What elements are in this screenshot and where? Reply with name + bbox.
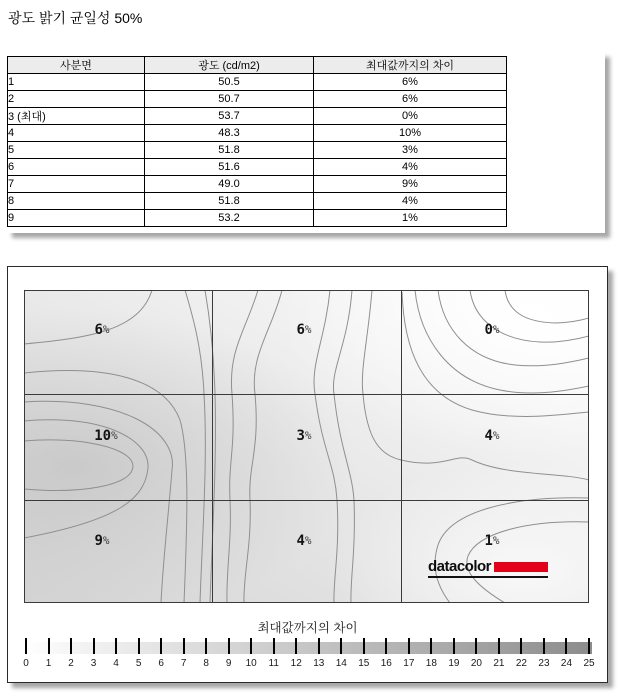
table-row (8, 125, 507, 142)
cell-label: 4% (296, 533, 312, 549)
colorbar-tick-label: 8 (203, 658, 209, 669)
datacolor-logo (428, 559, 548, 578)
cell-luminance: 53.7 (145, 108, 314, 125)
datacolor-logo-text: datacolor (428, 558, 492, 575)
colorbar-tick (430, 638, 432, 654)
colorbar-tick-label: 18 (425, 658, 437, 669)
colorbar-tick (205, 638, 207, 654)
table-row (8, 108, 507, 125)
header-luminance: 광도 (cd/m2) (145, 57, 314, 74)
colorbar-tick-label: 12 (290, 658, 302, 669)
table-row (8, 176, 507, 193)
cell-label: 10% (94, 428, 118, 444)
colorbar-tick (250, 638, 252, 654)
cell-quadrant: 3 (최대) (8, 108, 145, 125)
cell-label: 1% (484, 533, 500, 549)
colorbar-tick (25, 638, 27, 654)
cell-quadrant: 2 (8, 91, 145, 108)
colorbar-tick-label: 24 (560, 658, 573, 669)
colorbar-tick (385, 638, 387, 654)
colorbar-tick-label: 22 (515, 658, 527, 669)
cell-luminance: 48.3 (145, 125, 314, 142)
table-row (8, 142, 507, 159)
cell-label: 9% (94, 533, 110, 549)
colorbar-tick-label: 17 (403, 658, 415, 669)
datacolor-logo-red-bar (494, 562, 548, 572)
cell-diff: 6% (314, 74, 507, 91)
cell-label: 6% (296, 322, 312, 338)
colorbar-tick (273, 638, 275, 654)
colorbar-tick-label: 0 (23, 658, 29, 669)
colorbar-tick-label: 15 (358, 658, 370, 669)
colorbar-tick-label: 9 (225, 658, 232, 669)
cell-label: 4% (484, 428, 500, 444)
uniformity-table (7, 56, 507, 227)
colorbar-tick (543, 638, 545, 654)
contour-plot (24, 290, 589, 603)
cell-quadrant: 1 (8, 74, 145, 91)
cell-luminance: 49.0 (145, 176, 314, 193)
table-row (8, 210, 507, 227)
colorbar-tick (565, 638, 567, 654)
colorbar-tick-label: 19 (448, 658, 460, 669)
cell-quadrant: 8 (8, 193, 145, 210)
colorbar-tick (498, 638, 500, 654)
colorbar-tick-label: 10 (245, 658, 257, 669)
cell-quadrant: 5 (8, 142, 145, 159)
cell-label: 6% (94, 322, 110, 338)
cell-diff: 10% (314, 125, 507, 142)
cell-label: 0% (484, 322, 500, 338)
cell-luminance: 51.8 (145, 193, 314, 210)
colorbar-tick (408, 638, 410, 654)
cell-luminance: 51.8 (145, 142, 314, 159)
cell-luminance: 53.2 (145, 210, 314, 227)
table-row (8, 74, 507, 91)
colorbar-tick-label: 20 (470, 658, 482, 669)
cell-diff: 1% (314, 210, 507, 227)
colorbar-tick (70, 638, 72, 654)
colorbar-tick (93, 638, 95, 654)
uniformity-table-card (7, 52, 605, 233)
colorbar-tick (453, 638, 455, 654)
cell-diff: 9% (314, 176, 507, 193)
colorbar-tick (138, 638, 140, 654)
cell-diff: 4% (314, 193, 507, 210)
cell-quadrant: 6 (8, 159, 145, 176)
colorbar-tick-label: 14 (335, 658, 347, 669)
cell-luminance: 50.5 (145, 74, 314, 91)
page-title: 광도 밝기 균일성 50% (8, 10, 143, 26)
cell-diff: 3% (314, 142, 507, 159)
table-header-row (8, 57, 507, 74)
colorbar-tick (183, 638, 185, 654)
colorbar-tick-label: 3 (90, 658, 97, 669)
colorbar-tick (520, 638, 522, 654)
colorbar-gradient (23, 642, 592, 654)
cell-diff: 4% (314, 159, 507, 176)
colorbar-tick (160, 638, 162, 654)
cell-diff: 0% (314, 108, 507, 125)
colorbar-tick-label: 2 (68, 658, 74, 669)
colorbar-tick-label: 6 (158, 658, 164, 669)
colorbar-tick-label: 1 (45, 658, 52, 669)
header-quadrant: 사분면 (8, 57, 145, 74)
cell-diff: 6% (314, 91, 507, 108)
cell-luminance: 50.7 (145, 91, 314, 108)
colorbar-tick-label: 11 (268, 658, 279, 669)
colorbar-tick (295, 638, 297, 654)
cell-label: 3% (296, 428, 312, 444)
colorbar-tick-label: 4 (113, 658, 119, 669)
colorbar-tick-label: 16 (380, 658, 392, 669)
colorbar-tick-label: 7 (180, 658, 187, 669)
colorbar-tick (115, 638, 117, 654)
colorbar-tick (228, 638, 230, 654)
table-row (8, 193, 507, 210)
colorbar-tick-label: 23 (538, 658, 550, 669)
colorbar-tick (363, 638, 365, 654)
header-diff: 최대값까지의 차이 (314, 57, 507, 74)
cell-luminance: 51.6 (145, 159, 314, 176)
colorbar-tick (475, 638, 477, 654)
colorbar-tick-label: 5 (135, 658, 142, 669)
cell-quadrant: 9 (8, 210, 145, 227)
colorbar-tick-label: 13 (313, 658, 325, 669)
colorbar-tick-label: 25 (583, 658, 595, 669)
colorbar-tick (48, 638, 50, 654)
cell-quadrant: 7 (8, 176, 145, 193)
contour-panel (7, 266, 608, 683)
table-row (8, 159, 507, 176)
colorbar-tick (588, 638, 590, 654)
colorbar-label: 최대값까지의 차이 (257, 621, 358, 635)
cell-quadrant: 4 (8, 125, 145, 142)
colorbar-tick-label: 21 (493, 658, 505, 669)
colorbar-tick (340, 638, 342, 654)
table-row (8, 91, 507, 108)
colorbar-tick (318, 638, 320, 654)
